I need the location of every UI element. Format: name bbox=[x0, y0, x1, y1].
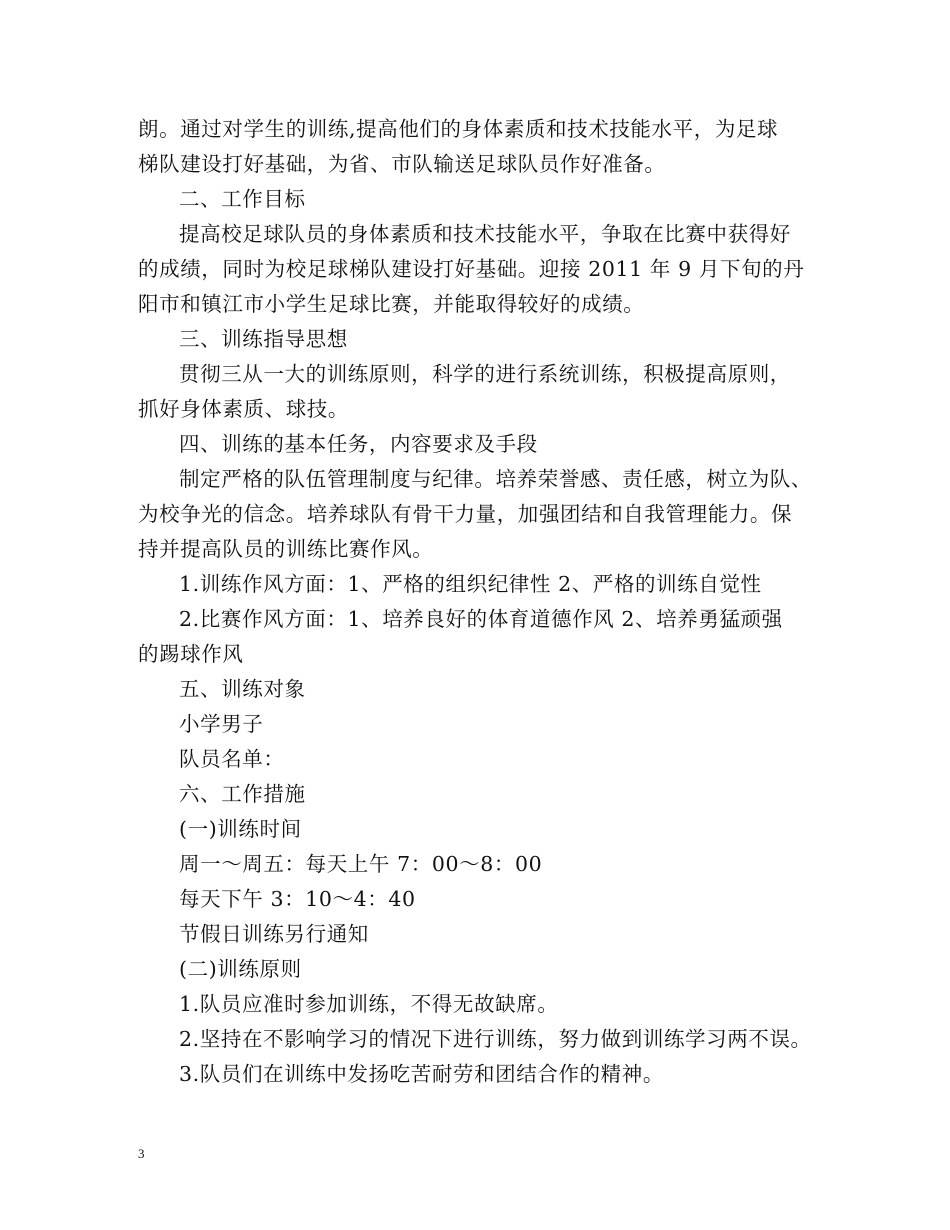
text-line: 的成绩，同时为校足球梯队建设打好基础。迎接 2011 年 9 月下旬的丹 bbox=[138, 257, 805, 281]
text-line: 朗。通过对学生的训练,提高他们的身体素质和技术技能水平，为足球 bbox=[138, 117, 779, 141]
page-number: 3 bbox=[138, 1146, 145, 1161]
text-line: 持并提高队员的训练比赛作风。 bbox=[138, 537, 434, 561]
subsection-heading: (二)训练原则 bbox=[179, 957, 302, 981]
text-line: 制定严格的队伍管理制度与纪律。培养荣誉感、责任感，树立为队、 bbox=[179, 467, 812, 491]
list-item: 1.队员应准时参加训练，不得无故缺席。 bbox=[179, 992, 559, 1016]
section-heading: 三、训练指导思想 bbox=[179, 327, 348, 351]
text-line: 节假日训练另行通知 bbox=[179, 922, 369, 946]
text-line: 队员名单： bbox=[179, 747, 285, 771]
section-heading: 四、训练的基本任务，内容要求及手段 bbox=[179, 432, 538, 456]
list-item: 2.坚持在不影响学习的情况下进行训练，努力做到训练学习两不误。 bbox=[179, 1027, 812, 1051]
text-line: 每天下午 3：10～4：40 bbox=[179, 887, 416, 911]
section-heading: 六、工作措施 bbox=[179, 782, 306, 806]
document-body bbox=[138, 112, 828, 1092]
section-heading: 五、训练对象 bbox=[179, 677, 306, 701]
text-line: 梯队建设打好基础，为省、市队输送足球队员作好准备。 bbox=[138, 152, 666, 176]
text-line: 为校争光的信念。培养球队有骨干力量，加强团结和自我管理能力。保 bbox=[138, 502, 793, 526]
text-line: 小学男子 bbox=[179, 712, 264, 736]
subsection-heading: (一)训练时间 bbox=[179, 817, 302, 841]
text-line: 贯彻三从一大的训练原则，科学的进行系统训练，积极提高原则， bbox=[179, 362, 791, 386]
text-line: 抓好身体素质、球技。 bbox=[138, 397, 349, 421]
section-heading: 二、工作目标 bbox=[179, 187, 306, 211]
text-line: 周一～周五：每天上午 7：00～8：00 bbox=[179, 852, 543, 876]
text-line: 提高校足球队员的身体素质和技术技能水平，争取在比赛中获得好 bbox=[179, 222, 791, 246]
list-item: 1.训练作风方面：1、严格的组织纪律性 2、严格的训练自觉性 bbox=[179, 572, 762, 596]
text-line: 的踢球作风 bbox=[138, 642, 244, 666]
list-item: 2.比赛作风方面：1、培养良好的体育道德作风 2、培养勇猛顽强 bbox=[179, 607, 783, 631]
text-line: 阳市和镇江市小学生足球比赛，并能取得较好的成绩。 bbox=[138, 292, 645, 316]
list-item: 3.队员们在训练中发扬吃苦耐劳和团结合作的精神。 bbox=[179, 1062, 664, 1086]
